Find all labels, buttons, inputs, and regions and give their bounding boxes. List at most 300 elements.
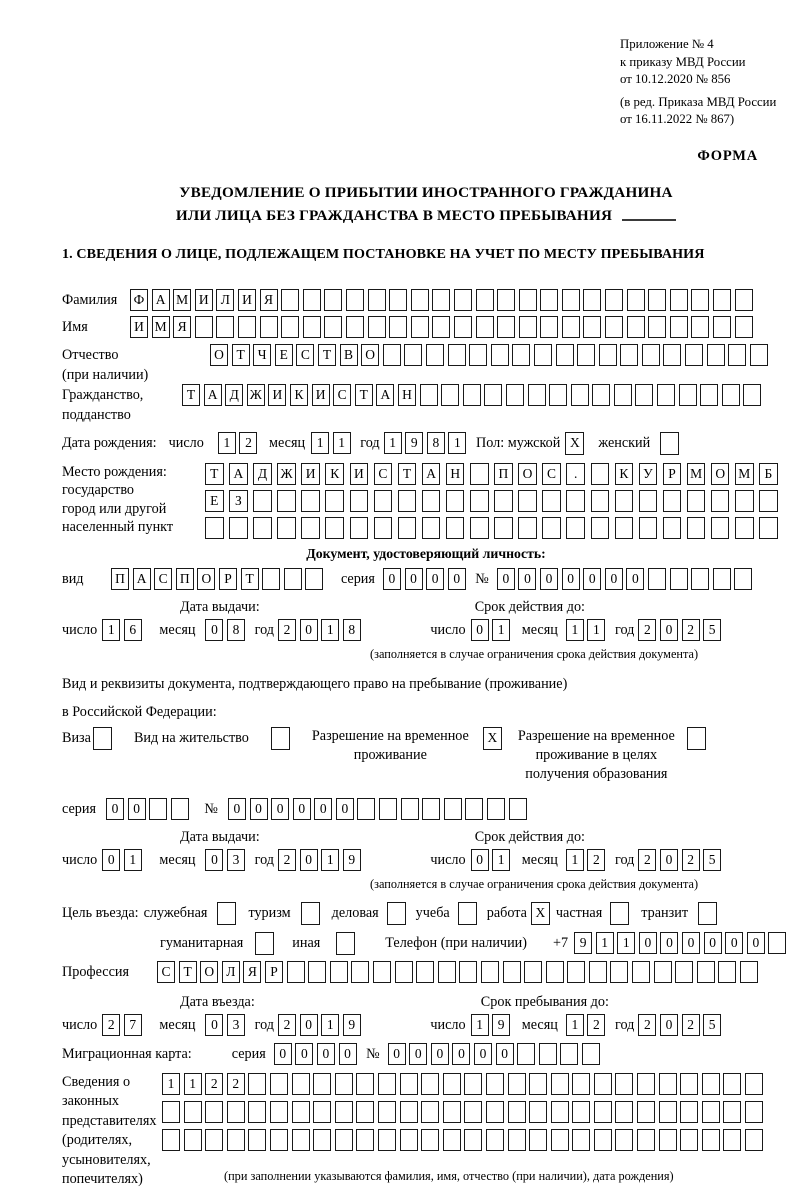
char-cell[interactable]: 1 bbox=[162, 1073, 180, 1095]
char-cell[interactable] bbox=[519, 289, 537, 311]
char-cell[interactable]: 0 bbox=[274, 1043, 292, 1065]
char-cell[interactable] bbox=[484, 384, 502, 406]
char-cell[interactable] bbox=[346, 316, 364, 338]
char-cell[interactable]: А bbox=[422, 463, 441, 485]
resident-valid-month[interactable] bbox=[566, 849, 609, 871]
char-cell[interactable] bbox=[670, 568, 688, 590]
char-cell[interactable] bbox=[583, 289, 601, 311]
char-cell[interactable] bbox=[287, 961, 305, 983]
char-cell[interactable]: Ж bbox=[277, 463, 296, 485]
doc-valid-day[interactable] bbox=[471, 619, 514, 641]
char-cell[interactable] bbox=[566, 517, 585, 539]
char-cell[interactable] bbox=[615, 490, 634, 512]
char-cell[interactable] bbox=[292, 1073, 310, 1095]
char-cell[interactable] bbox=[444, 798, 462, 820]
sex-male-checkbox[interactable] bbox=[565, 432, 584, 455]
char-cell[interactable]: 2 bbox=[278, 849, 296, 871]
char-cell[interactable] bbox=[583, 316, 601, 338]
char-cell[interactable] bbox=[389, 289, 407, 311]
char-cell[interactable] bbox=[566, 490, 585, 512]
char-cell[interactable]: Т bbox=[355, 384, 373, 406]
char-cell[interactable] bbox=[713, 568, 731, 590]
temp-residence-education-checkbox[interactable] bbox=[687, 727, 706, 750]
char-cell[interactable]: Т bbox=[241, 568, 259, 590]
resident-valid-day[interactable] bbox=[471, 849, 514, 871]
char-cell[interactable]: 0 bbox=[660, 619, 678, 641]
char-cell[interactable]: М bbox=[152, 316, 170, 338]
char-cell[interactable] bbox=[277, 490, 296, 512]
purpose-study-checkbox[interactable] bbox=[458, 902, 477, 925]
char-cell[interactable] bbox=[551, 1073, 569, 1095]
char-cell[interactable]: X bbox=[483, 727, 502, 750]
char-cell[interactable] bbox=[546, 961, 564, 983]
char-cell[interactable]: 0 bbox=[540, 568, 558, 590]
char-cell[interactable] bbox=[567, 961, 585, 983]
char-cell[interactable]: Т bbox=[182, 384, 200, 406]
char-cell[interactable] bbox=[702, 1101, 720, 1123]
char-cell[interactable]: 1 bbox=[617, 932, 635, 954]
char-cell[interactable] bbox=[540, 316, 558, 338]
char-cell[interactable] bbox=[248, 1129, 266, 1151]
char-cell[interactable]: 1 bbox=[102, 619, 120, 641]
char-cell[interactable]: 1 bbox=[311, 432, 329, 454]
char-cell[interactable]: 0 bbox=[228, 798, 246, 820]
entry-year[interactable] bbox=[278, 1014, 364, 1036]
char-cell[interactable]: Я bbox=[173, 316, 191, 338]
char-cell[interactable]: И bbox=[350, 463, 369, 485]
char-cell[interactable] bbox=[253, 517, 272, 539]
char-cell[interactable] bbox=[734, 568, 752, 590]
char-cell[interactable] bbox=[325, 517, 344, 539]
char-cell[interactable] bbox=[260, 316, 278, 338]
char-cell[interactable]: 1 bbox=[448, 432, 466, 454]
char-cell[interactable] bbox=[443, 1101, 461, 1123]
char-cell[interactable] bbox=[632, 961, 650, 983]
char-cell[interactable]: 0 bbox=[205, 849, 223, 871]
char-cell[interactable]: С bbox=[542, 463, 561, 485]
char-cell[interactable] bbox=[735, 289, 753, 311]
char-cell[interactable] bbox=[648, 568, 666, 590]
char-cell[interactable] bbox=[383, 344, 401, 366]
char-cell[interactable] bbox=[387, 902, 406, 925]
char-cell[interactable] bbox=[670, 316, 688, 338]
char-cell[interactable] bbox=[441, 384, 459, 406]
char-cell[interactable] bbox=[378, 1129, 396, 1151]
char-cell[interactable] bbox=[470, 463, 489, 485]
char-cell[interactable]: Д bbox=[225, 384, 243, 406]
char-cell[interactable]: 0 bbox=[339, 1043, 357, 1065]
char-cell[interactable] bbox=[313, 1101, 331, 1123]
char-cell[interactable] bbox=[663, 490, 682, 512]
char-cell[interactable] bbox=[465, 798, 483, 820]
char-cell[interactable] bbox=[378, 1073, 396, 1095]
char-cell[interactable]: 0 bbox=[496, 1043, 514, 1065]
char-cell[interactable] bbox=[411, 289, 429, 311]
char-cell[interactable] bbox=[745, 1073, 763, 1095]
char-cell[interactable] bbox=[582, 1043, 600, 1065]
char-cell[interactable]: 0 bbox=[300, 619, 318, 641]
char-cell[interactable] bbox=[184, 1101, 202, 1123]
doc-issue-year[interactable] bbox=[278, 619, 364, 641]
char-cell[interactable] bbox=[400, 1129, 418, 1151]
char-cell[interactable] bbox=[680, 1073, 698, 1095]
char-cell[interactable]: И bbox=[195, 289, 213, 311]
sex-female-checkbox[interactable] bbox=[660, 432, 679, 455]
char-cell[interactable] bbox=[519, 316, 537, 338]
char-cell[interactable]: Я bbox=[243, 961, 261, 983]
char-cell[interactable] bbox=[422, 798, 440, 820]
char-cell[interactable] bbox=[149, 798, 167, 820]
representatives-row3[interactable] bbox=[162, 1129, 767, 1151]
char-cell[interactable]: Ж bbox=[247, 384, 265, 406]
resident-issue-month[interactable] bbox=[205, 849, 248, 871]
char-cell[interactable]: 0 bbox=[471, 619, 489, 641]
purpose-other-checkbox[interactable] bbox=[336, 932, 355, 955]
char-cell[interactable] bbox=[687, 727, 706, 750]
char-cell[interactable] bbox=[509, 798, 527, 820]
char-cell[interactable]: 0 bbox=[205, 1014, 223, 1036]
char-cell[interactable]: Р bbox=[663, 463, 682, 485]
char-cell[interactable]: 6 bbox=[124, 619, 142, 641]
char-cell[interactable] bbox=[308, 961, 326, 983]
char-cell[interactable]: 2 bbox=[278, 619, 296, 641]
char-cell[interactable] bbox=[229, 517, 248, 539]
char-cell[interactable] bbox=[373, 961, 391, 983]
char-cell[interactable] bbox=[205, 1129, 223, 1151]
char-cell[interactable]: А bbox=[133, 568, 151, 590]
migration-seriya-boxes[interactable] bbox=[274, 1043, 360, 1065]
char-cell[interactable]: М bbox=[687, 463, 706, 485]
char-cell[interactable] bbox=[659, 1101, 677, 1123]
char-cell[interactable]: 1 bbox=[566, 619, 584, 641]
char-cell[interactable]: Ч bbox=[253, 344, 271, 366]
char-cell[interactable] bbox=[648, 316, 666, 338]
char-cell[interactable] bbox=[270, 1073, 288, 1095]
char-cell[interactable]: 1 bbox=[566, 1014, 584, 1036]
char-cell[interactable] bbox=[356, 1129, 374, 1151]
stay-month[interactable] bbox=[566, 1014, 609, 1036]
char-cell[interactable]: 0 bbox=[583, 568, 601, 590]
char-cell[interactable]: О bbox=[200, 961, 218, 983]
char-cell[interactable] bbox=[378, 1101, 396, 1123]
char-cell[interactable]: 0 bbox=[336, 798, 354, 820]
char-cell[interactable] bbox=[670, 289, 688, 311]
char-cell[interactable] bbox=[494, 517, 513, 539]
char-cell[interactable] bbox=[605, 289, 623, 311]
char-cell[interactable] bbox=[301, 517, 320, 539]
char-cell[interactable]: П bbox=[494, 463, 513, 485]
char-cell[interactable] bbox=[591, 463, 610, 485]
char-cell[interactable] bbox=[659, 1129, 677, 1151]
profession-boxes[interactable] bbox=[157, 961, 762, 983]
char-cell[interactable]: Т bbox=[179, 961, 197, 983]
char-cell[interactable]: А bbox=[376, 384, 394, 406]
char-cell[interactable]: 0 bbox=[426, 568, 444, 590]
char-cell[interactable]: С bbox=[157, 961, 175, 983]
char-cell[interactable]: 0 bbox=[250, 798, 268, 820]
char-cell[interactable] bbox=[707, 344, 725, 366]
char-cell[interactable]: П bbox=[176, 568, 194, 590]
char-cell[interactable]: 0 bbox=[747, 932, 765, 954]
char-cell[interactable] bbox=[401, 798, 419, 820]
char-cell[interactable] bbox=[486, 1129, 504, 1151]
char-cell[interactable] bbox=[379, 798, 397, 820]
char-cell[interactable]: 0 bbox=[317, 1043, 335, 1065]
char-cell[interactable] bbox=[292, 1129, 310, 1151]
char-cell[interactable]: 9 bbox=[492, 1014, 510, 1036]
char-cell[interactable] bbox=[356, 1073, 374, 1095]
char-cell[interactable]: 0 bbox=[295, 1043, 313, 1065]
char-cell[interactable]: 7 bbox=[124, 1014, 142, 1036]
char-cell[interactable]: 0 bbox=[704, 932, 722, 954]
char-cell[interactable] bbox=[292, 1101, 310, 1123]
char-cell[interactable]: 3 bbox=[227, 1014, 245, 1036]
char-cell[interactable] bbox=[639, 517, 658, 539]
char-cell[interactable] bbox=[615, 1129, 633, 1151]
char-cell[interactable]: П bbox=[111, 568, 129, 590]
char-cell[interactable] bbox=[659, 1073, 677, 1095]
char-cell[interactable] bbox=[487, 798, 505, 820]
char-cell[interactable]: Д bbox=[253, 463, 272, 485]
char-cell[interactable]: 0 bbox=[639, 932, 657, 954]
char-cell[interactable] bbox=[637, 1101, 655, 1123]
doc-valid-year[interactable] bbox=[638, 619, 724, 641]
char-cell[interactable] bbox=[562, 316, 580, 338]
char-cell[interactable] bbox=[389, 316, 407, 338]
char-cell[interactable]: Л bbox=[216, 289, 234, 311]
purpose-tourism-checkbox[interactable] bbox=[301, 902, 320, 925]
char-cell[interactable]: 0 bbox=[562, 568, 580, 590]
char-cell[interactable]: 2 bbox=[239, 432, 257, 454]
char-cell[interactable] bbox=[685, 344, 703, 366]
char-cell[interactable] bbox=[356, 1101, 374, 1123]
char-cell[interactable]: 2 bbox=[587, 849, 605, 871]
char-cell[interactable] bbox=[324, 289, 342, 311]
purpose-transit-checkbox[interactable] bbox=[698, 902, 717, 925]
char-cell[interactable]: С bbox=[374, 463, 393, 485]
char-cell[interactable]: 2 bbox=[638, 619, 656, 641]
char-cell[interactable] bbox=[759, 517, 778, 539]
char-cell[interactable] bbox=[508, 1101, 526, 1123]
char-cell[interactable] bbox=[591, 517, 610, 539]
char-cell[interactable]: 1 bbox=[596, 932, 614, 954]
char-cell[interactable] bbox=[735, 517, 754, 539]
char-cell[interactable]: 0 bbox=[300, 849, 318, 871]
char-cell[interactable] bbox=[346, 289, 364, 311]
char-cell[interactable]: М bbox=[735, 463, 754, 485]
char-cell[interactable] bbox=[454, 289, 472, 311]
char-cell[interactable] bbox=[599, 344, 617, 366]
char-cell[interactable]: 0 bbox=[271, 798, 289, 820]
char-cell[interactable] bbox=[524, 961, 542, 983]
char-cell[interactable] bbox=[476, 289, 494, 311]
char-cell[interactable] bbox=[539, 1043, 557, 1065]
char-cell[interactable] bbox=[395, 961, 413, 983]
char-cell[interactable] bbox=[313, 1129, 331, 1151]
char-cell[interactable] bbox=[592, 384, 610, 406]
char-cell[interactable] bbox=[420, 384, 438, 406]
char-cell[interactable] bbox=[446, 517, 465, 539]
char-cell[interactable]: 1 bbox=[492, 849, 510, 871]
char-cell[interactable] bbox=[542, 490, 561, 512]
purpose-business-checkbox[interactable] bbox=[387, 902, 406, 925]
resident-valid-year[interactable] bbox=[638, 849, 724, 871]
char-cell[interactable] bbox=[400, 1101, 418, 1123]
birthplace-row3[interactable] bbox=[205, 517, 783, 539]
char-cell[interactable]: 1 bbox=[321, 849, 339, 871]
char-cell[interactable]: И bbox=[238, 289, 256, 311]
char-cell[interactable]: 3 bbox=[227, 849, 245, 871]
char-cell[interactable]: 0 bbox=[660, 932, 678, 954]
char-cell[interactable] bbox=[571, 384, 589, 406]
char-cell[interactable]: 1 bbox=[471, 1014, 489, 1036]
char-cell[interactable]: А bbox=[204, 384, 222, 406]
char-cell[interactable]: З bbox=[229, 490, 248, 512]
char-cell[interactable] bbox=[463, 384, 481, 406]
representatives-row1[interactable] bbox=[162, 1073, 767, 1095]
residence-permit-checkbox[interactable] bbox=[271, 727, 290, 750]
char-cell[interactable]: 0 bbox=[314, 798, 332, 820]
char-cell[interactable] bbox=[687, 517, 706, 539]
temp-residence-checkbox[interactable] bbox=[483, 727, 502, 750]
char-cell[interactable]: 0 bbox=[474, 1043, 492, 1065]
char-cell[interactable]: 2 bbox=[102, 1014, 120, 1036]
char-cell[interactable] bbox=[421, 1073, 439, 1095]
char-cell[interactable]: 0 bbox=[383, 568, 401, 590]
char-cell[interactable] bbox=[610, 902, 629, 925]
char-cell[interactable]: И bbox=[268, 384, 286, 406]
char-cell[interactable]: С bbox=[333, 384, 351, 406]
char-cell[interactable] bbox=[351, 961, 369, 983]
char-cell[interactable]: 2 bbox=[205, 1073, 223, 1095]
char-cell[interactable] bbox=[745, 1101, 763, 1123]
char-cell[interactable] bbox=[238, 316, 256, 338]
char-cell[interactable]: . bbox=[566, 463, 585, 485]
char-cell[interactable] bbox=[549, 384, 567, 406]
name-boxes[interactable] bbox=[130, 316, 756, 338]
char-cell[interactable]: 8 bbox=[227, 619, 245, 641]
char-cell[interactable] bbox=[271, 727, 290, 750]
char-cell[interactable]: 0 bbox=[518, 568, 536, 590]
char-cell[interactable] bbox=[422, 490, 441, 512]
char-cell[interactable] bbox=[216, 316, 234, 338]
char-cell[interactable]: 0 bbox=[725, 932, 743, 954]
char-cell[interactable]: 0 bbox=[626, 568, 644, 590]
char-cell[interactable]: 0 bbox=[682, 932, 700, 954]
char-cell[interactable]: М bbox=[173, 289, 191, 311]
char-cell[interactable] bbox=[691, 316, 709, 338]
patronymic-boxes[interactable] bbox=[210, 344, 771, 366]
char-cell[interactable] bbox=[301, 490, 320, 512]
char-cell[interactable]: Т bbox=[398, 463, 417, 485]
char-cell[interactable]: 0 bbox=[405, 568, 423, 590]
char-cell[interactable] bbox=[698, 902, 717, 925]
char-cell[interactable] bbox=[723, 1073, 741, 1095]
birthplace-row1[interactable] bbox=[205, 463, 783, 485]
char-cell[interactable] bbox=[680, 1129, 698, 1151]
char-cell[interactable] bbox=[422, 517, 441, 539]
char-cell[interactable]: Ф bbox=[130, 289, 148, 311]
char-cell[interactable] bbox=[398, 490, 417, 512]
char-cell[interactable] bbox=[572, 1129, 590, 1151]
char-cell[interactable] bbox=[648, 289, 666, 311]
doc-issue-month[interactable] bbox=[205, 619, 248, 641]
resident-num-boxes[interactable] bbox=[228, 798, 530, 820]
char-cell[interactable]: 2 bbox=[682, 1014, 700, 1036]
char-cell[interactable] bbox=[687, 490, 706, 512]
char-cell[interactable] bbox=[637, 1129, 655, 1151]
char-cell[interactable] bbox=[675, 961, 693, 983]
char-cell[interactable] bbox=[253, 490, 272, 512]
char-cell[interactable] bbox=[700, 384, 718, 406]
char-cell[interactable]: 0 bbox=[448, 568, 466, 590]
char-cell[interactable]: 5 bbox=[703, 619, 721, 641]
entry-day[interactable] bbox=[102, 1014, 145, 1036]
char-cell[interactable] bbox=[551, 1129, 569, 1151]
char-cell[interactable]: 2 bbox=[587, 1014, 605, 1036]
char-cell[interactable] bbox=[162, 1101, 180, 1123]
char-cell[interactable]: В bbox=[340, 344, 358, 366]
char-cell[interactable] bbox=[486, 1101, 504, 1123]
char-cell[interactable]: 0 bbox=[106, 798, 124, 820]
char-cell[interactable]: 1 bbox=[333, 432, 351, 454]
char-cell[interactable] bbox=[542, 517, 561, 539]
char-cell[interactable]: 0 bbox=[205, 619, 223, 641]
birthplace-row2[interactable] bbox=[205, 490, 783, 512]
char-cell[interactable]: 2 bbox=[682, 619, 700, 641]
char-cell[interactable] bbox=[305, 568, 323, 590]
char-cell[interactable] bbox=[459, 961, 477, 983]
char-cell[interactable] bbox=[248, 1073, 266, 1095]
char-cell[interactable] bbox=[486, 1073, 504, 1095]
doc-valid-month[interactable] bbox=[566, 619, 609, 641]
char-cell[interactable] bbox=[491, 344, 509, 366]
char-cell[interactable] bbox=[470, 490, 489, 512]
char-cell[interactable]: А bbox=[152, 289, 170, 311]
char-cell[interactable] bbox=[718, 961, 736, 983]
char-cell[interactable] bbox=[350, 517, 369, 539]
char-cell[interactable] bbox=[663, 344, 681, 366]
migration-num-boxes[interactable] bbox=[388, 1043, 604, 1065]
char-cell[interactable] bbox=[443, 1073, 461, 1095]
char-cell[interactable]: 8 bbox=[427, 432, 445, 454]
char-cell[interactable]: К bbox=[290, 384, 308, 406]
char-cell[interactable] bbox=[217, 902, 236, 925]
char-cell[interactable]: Н bbox=[398, 384, 416, 406]
char-cell[interactable]: 0 bbox=[452, 1043, 470, 1065]
char-cell[interactable]: 9 bbox=[343, 849, 361, 871]
char-cell[interactable]: 0 bbox=[471, 849, 489, 871]
char-cell[interactable]: 2 bbox=[278, 1014, 296, 1036]
char-cell[interactable] bbox=[562, 289, 580, 311]
char-cell[interactable]: Т bbox=[232, 344, 250, 366]
char-cell[interactable]: 1 bbox=[384, 432, 402, 454]
char-cell[interactable]: К bbox=[615, 463, 634, 485]
char-cell[interactable] bbox=[679, 384, 697, 406]
char-cell[interactable] bbox=[702, 1129, 720, 1151]
char-cell[interactable] bbox=[615, 1101, 633, 1123]
char-cell[interactable]: X bbox=[531, 902, 550, 925]
stay-day[interactable] bbox=[471, 1014, 514, 1036]
char-cell[interactable] bbox=[750, 344, 768, 366]
representatives-row2[interactable] bbox=[162, 1101, 767, 1123]
phone-boxes[interactable] bbox=[574, 932, 790, 954]
char-cell[interactable]: Т bbox=[205, 463, 224, 485]
char-cell[interactable] bbox=[529, 1073, 547, 1095]
char-cell[interactable] bbox=[357, 798, 375, 820]
char-cell[interactable]: 5 bbox=[703, 1014, 721, 1036]
birth-year-boxes[interactable] bbox=[384, 432, 470, 454]
